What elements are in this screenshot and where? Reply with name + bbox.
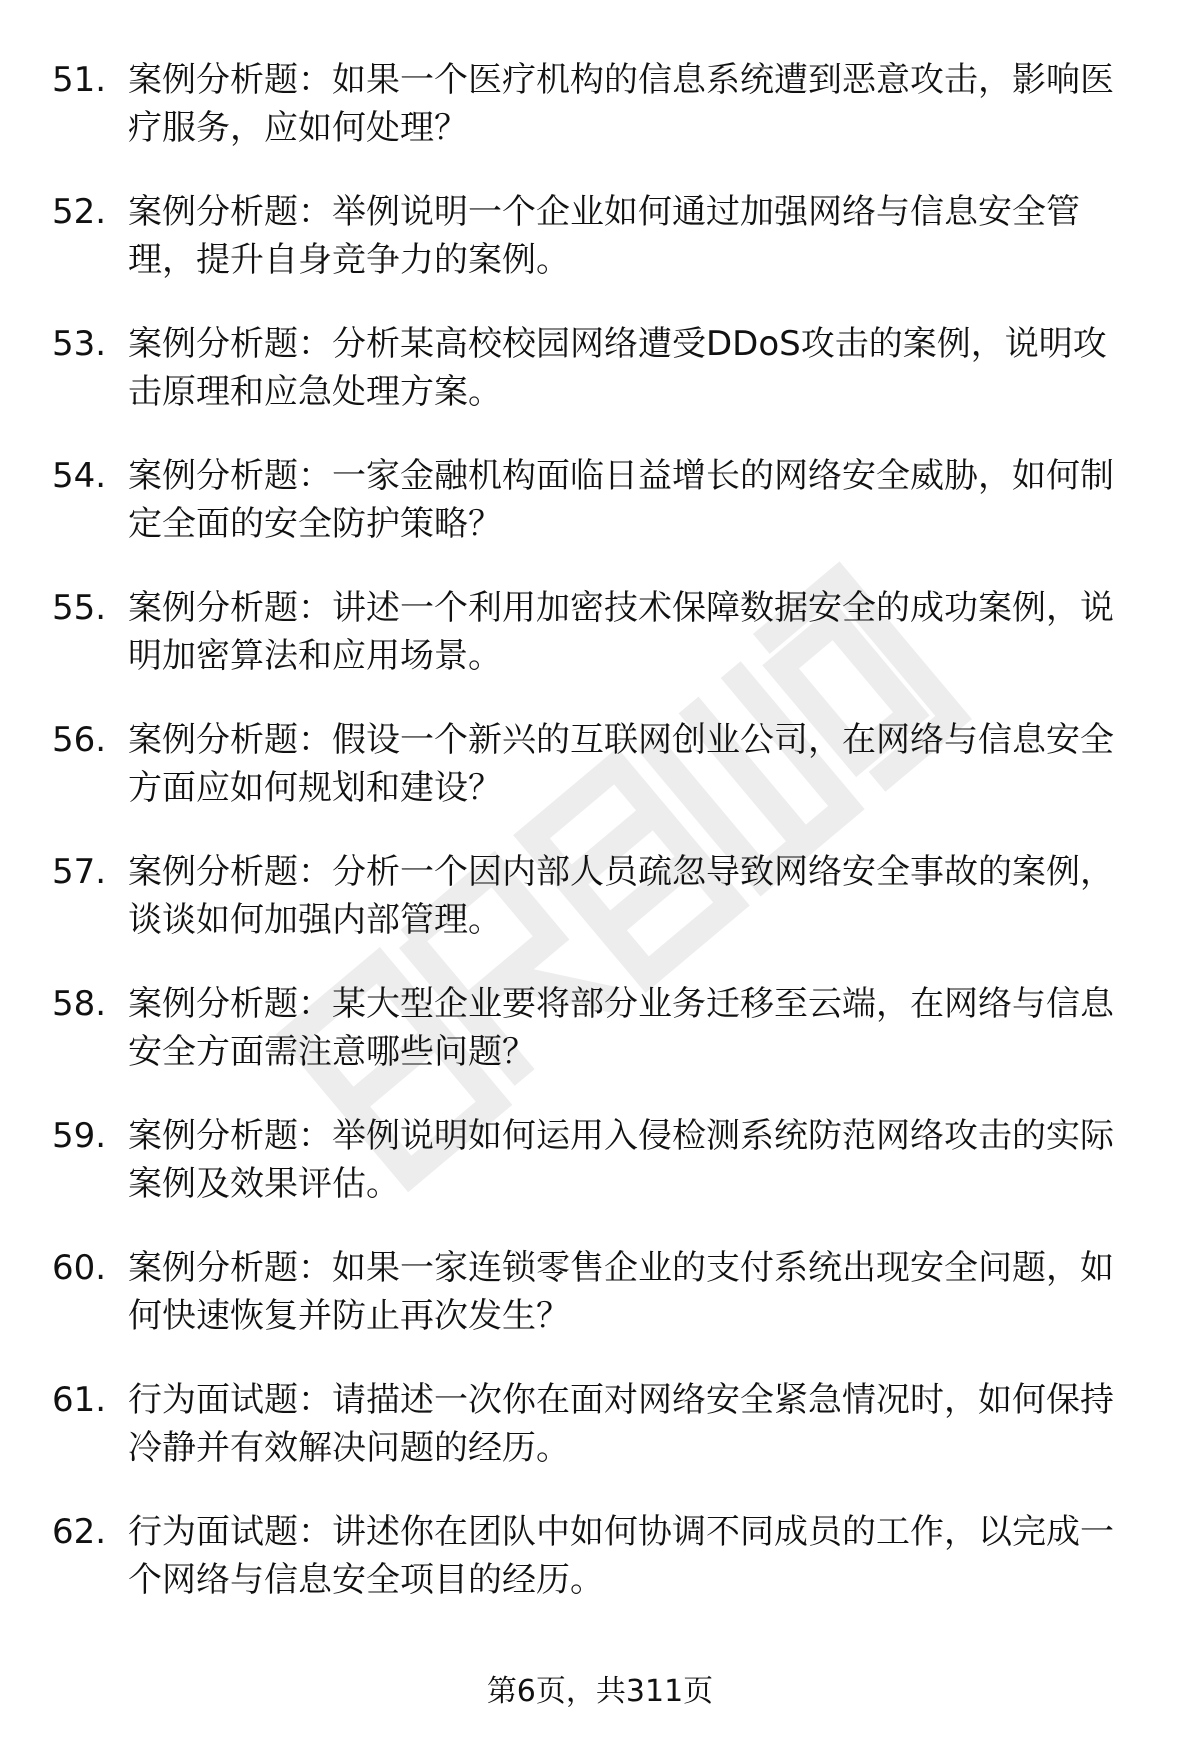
question-item xyxy=(0,584,1200,716)
question-text: 案例分析题：举例说明一个企业如何通过加强网络与信息安全管理，提升自身竞争力的案例。 xyxy=(128,192,1080,280)
question-text: 案例分析题：分析一个因内部人员疏忽导致网络安全事故的案例，谈谈如何加强内部管理。 xyxy=(128,852,1114,940)
question-text: 案例分析题：讲述一个利用加密技术保障数据安全的成功案例，说明加密算法和应用场景。 xyxy=(128,588,1114,676)
question-number: 57. xyxy=(52,852,107,892)
question-item xyxy=(0,716,1200,848)
question-item xyxy=(0,1112,1200,1244)
question-item xyxy=(0,1508,1200,1640)
question-number: 62. xyxy=(52,1512,107,1552)
question-number: 53. xyxy=(52,324,107,364)
question-number: 56. xyxy=(52,720,107,760)
page-footer: 第6页，共311页 xyxy=(486,1674,714,1709)
question-number: 52. xyxy=(52,192,107,232)
question-text: 行为面试题：请描述一次你在面对网络安全紧急情况时，如何保持冷静并有效解决问题的经历。 xyxy=(128,1380,1114,1468)
question-item xyxy=(0,320,1200,452)
question-item xyxy=(0,1376,1200,1508)
question-item xyxy=(0,848,1200,980)
question-number: 60. xyxy=(52,1248,107,1288)
question-text: 行为面试题：讲述你在团队中如何协调不同成员的工作，以完成一个网络与信息安全项目的经历。 xyxy=(128,1512,1114,1600)
question-text: 案例分析题：某大型企业要将部分业务迁移至云端，在网络与信息安全方面需注意哪些问题？ xyxy=(128,984,1114,1072)
question-item xyxy=(0,1244,1200,1376)
question-text: 案例分析题：举例说明如何运用入侵检测系统防范网络攻击的实际案例及效果评估。 xyxy=(128,1116,1114,1204)
question-text: 案例分析题：分析某高校校园网络遭受DDoS攻击的案例，说明攻击原理和应急处理方案。 xyxy=(128,324,1107,412)
question-text: 案例分析题：如果一个医疗机构的信息系统遭到恶意攻击，影响医疗服务，应如何处理？ xyxy=(128,60,1114,148)
question-number: 59. xyxy=(52,1116,107,1156)
question-item xyxy=(0,188,1200,320)
question-number: 58. xyxy=(52,984,107,1024)
question-text: 案例分析题：一家金融机构面临日益增长的网络安全威胁，如何制定全面的安全防护策略？ xyxy=(128,456,1114,544)
question-number: 54. xyxy=(52,456,107,496)
question-item xyxy=(0,56,1200,188)
question-item xyxy=(0,452,1200,584)
question-text: 案例分析题：假设一个新兴的互联网创业公司，在网络与信息安全方面应如何规划和建设？ xyxy=(128,720,1114,808)
question-number: 51. xyxy=(52,60,107,100)
question-text: 案例分析题：如果一家连锁零售企业的支付系统出现安全问题，如何快速恢复并防止再次发生？ xyxy=(128,1248,1114,1336)
question-number: 61. xyxy=(52,1380,107,1420)
question-number: 55. xyxy=(52,588,107,628)
question-item xyxy=(0,980,1200,1112)
question-list xyxy=(0,56,1200,1640)
